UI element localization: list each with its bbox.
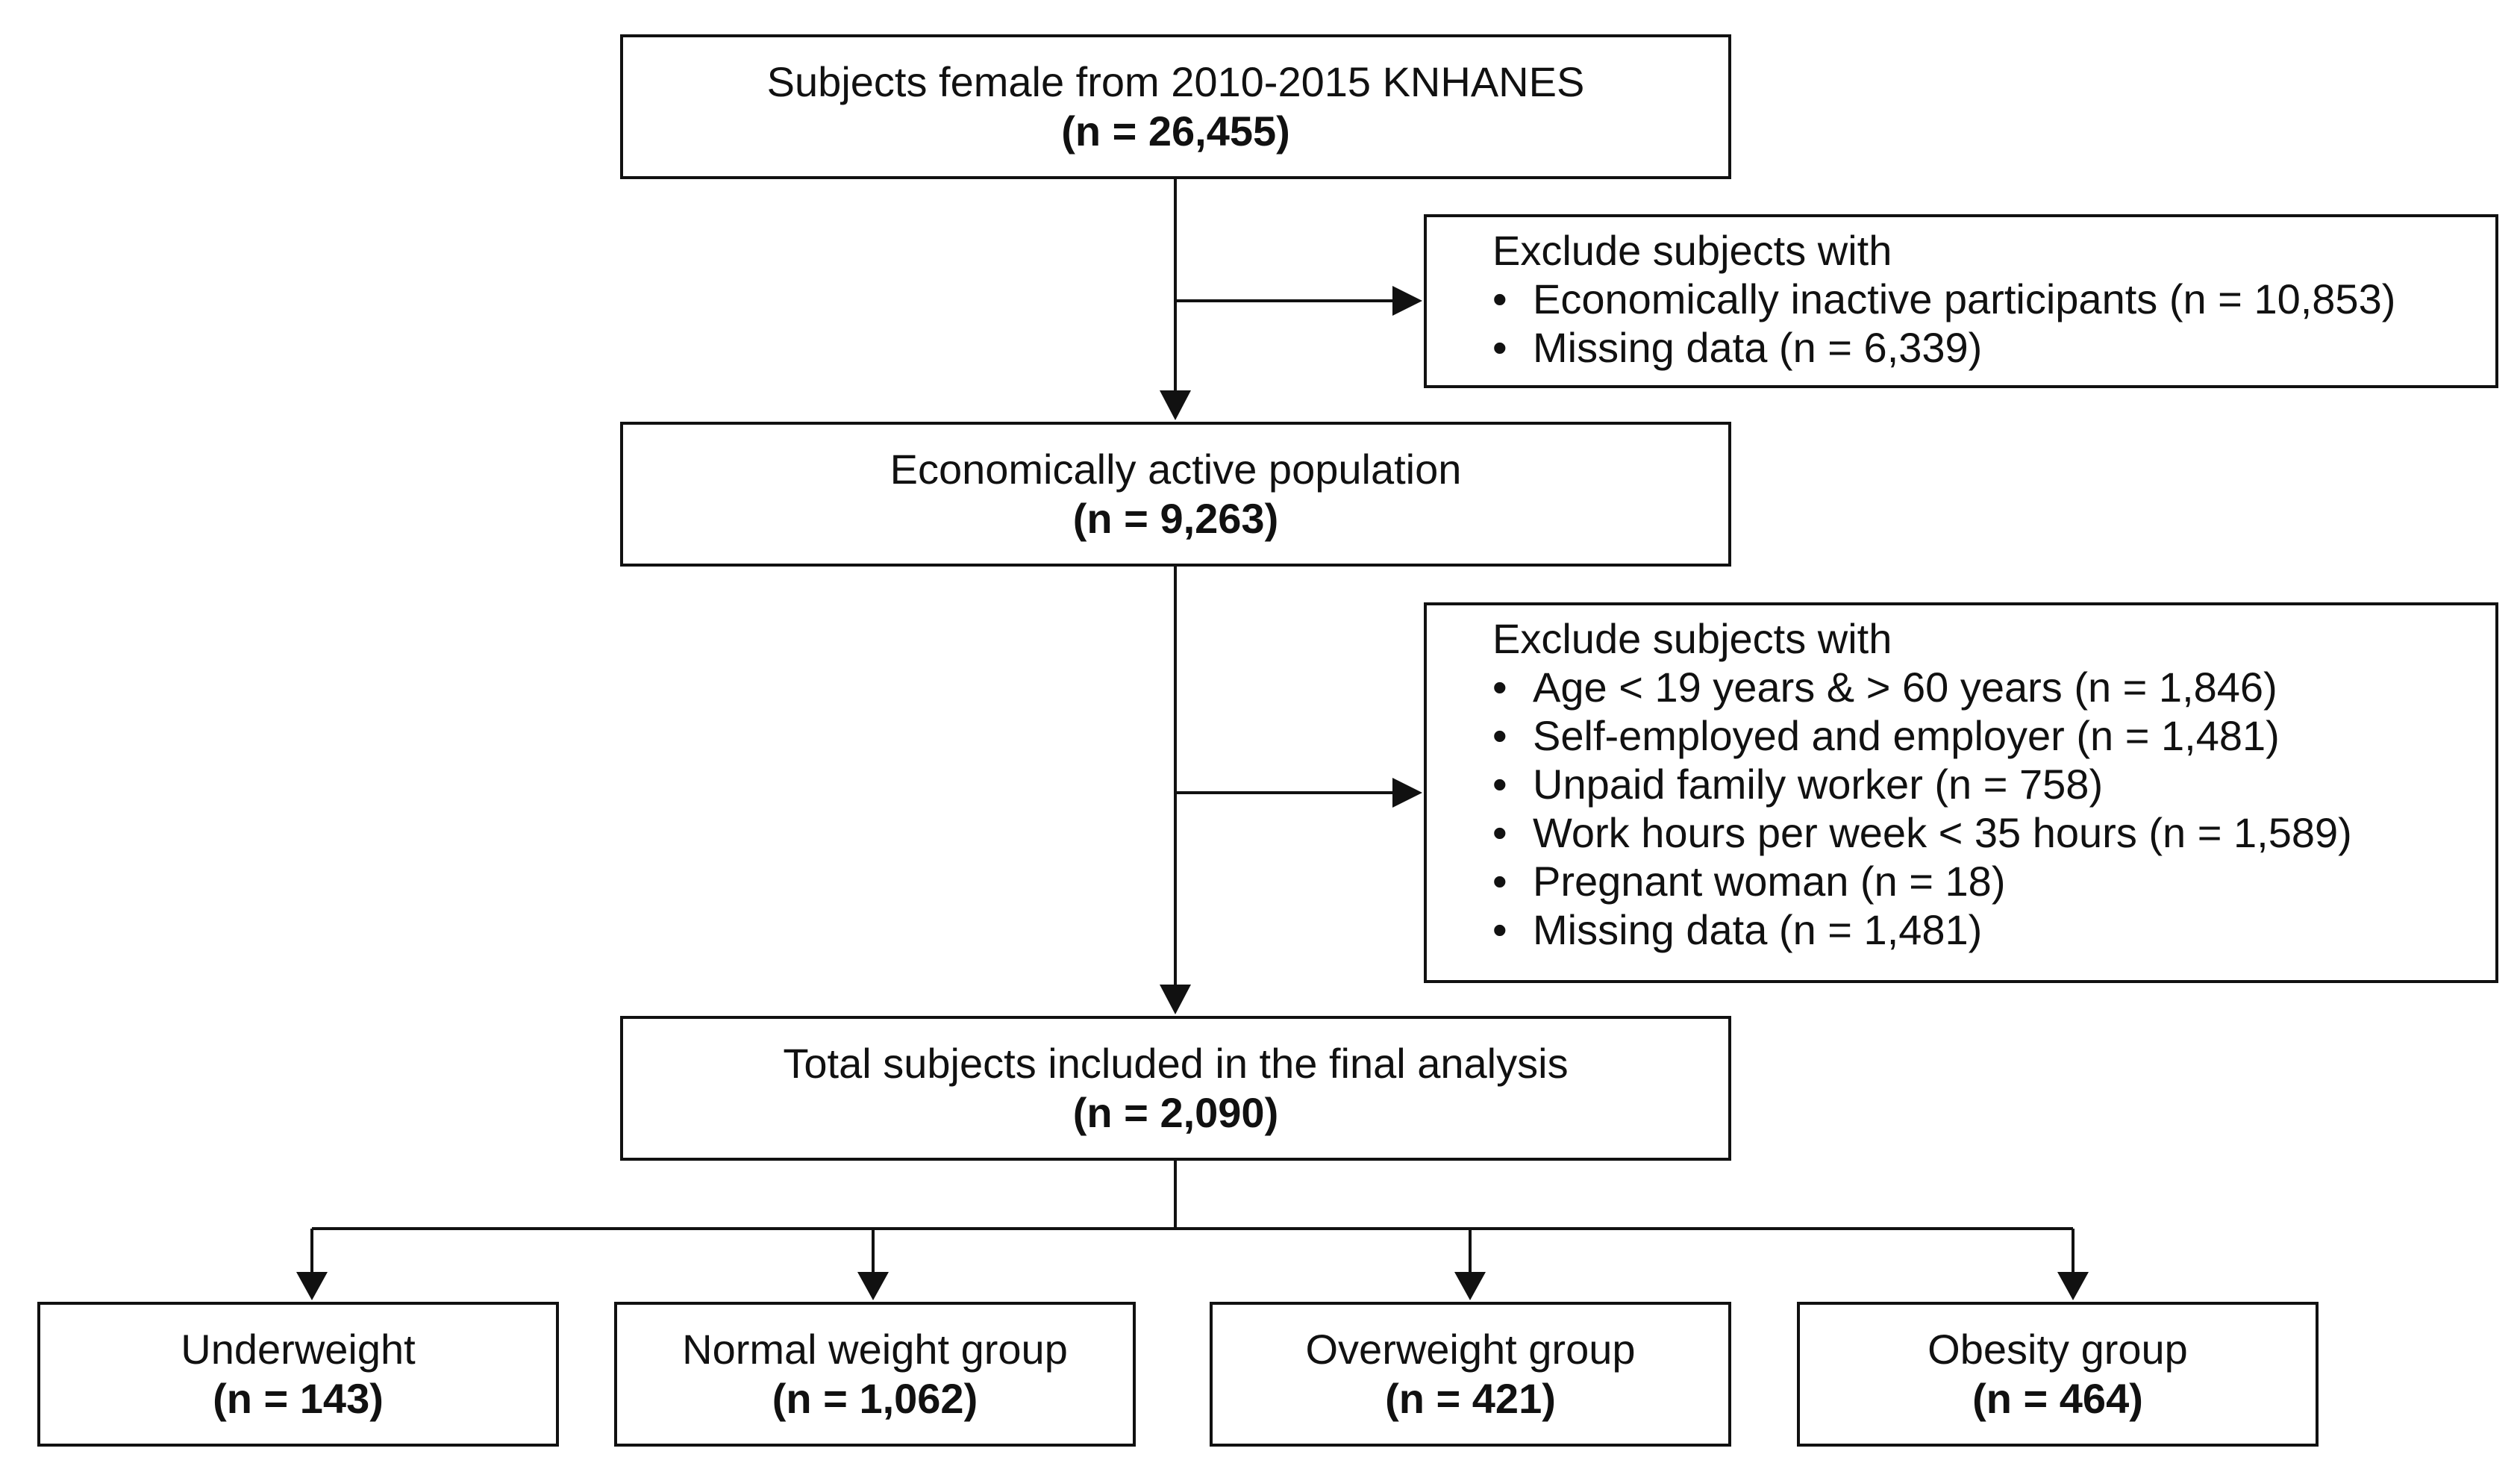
exclusion-first-heading: Exclude subjects with bbox=[1492, 227, 1892, 274]
start-population-box bbox=[620, 34, 1731, 179]
active-population-count: (n = 9,263) bbox=[1072, 495, 1279, 542]
exclusion-second-item-text: Self-employed and employer (n = 1,481) bbox=[1533, 712, 2280, 759]
exclusion-second-item bbox=[1492, 711, 2495, 760]
exclusion-second-item-text: Missing data (n = 1,481) bbox=[1533, 906, 1983, 953]
arrowhead-to-exclusion-two bbox=[1392, 778, 1422, 808]
exclusion-second-item bbox=[1492, 663, 2495, 711]
active-population-box bbox=[620, 422, 1731, 567]
exclusion-first-item bbox=[1492, 275, 2495, 323]
bullet-marker: • bbox=[1492, 858, 1507, 905]
group-label: Overweight group bbox=[1305, 1326, 1636, 1373]
bullet-marker: • bbox=[1492, 761, 1507, 808]
arrowhead-to-obesity bbox=[2057, 1272, 2089, 1300]
exclusion-first-item bbox=[1492, 323, 2495, 372]
group-box-overweight bbox=[1210, 1302, 1731, 1447]
exclusion-box-second bbox=[1424, 602, 2498, 983]
bullet-marker: • bbox=[1492, 906, 1507, 953]
bullet-marker: • bbox=[1492, 809, 1507, 856]
exclusion-second-item-text: Work hours per week < 35 hours (n = 1,589) bbox=[1533, 809, 2352, 856]
group-count: (n = 143) bbox=[213, 1375, 384, 1422]
exclusion-second-item-text: Pregnant woman (n = 18) bbox=[1533, 858, 2006, 905]
exclusion-second-item-text: Unpaid family worker (n = 758) bbox=[1533, 761, 2104, 808]
exclusion-second-item bbox=[1492, 905, 2495, 954]
group-box-underweight bbox=[37, 1302, 559, 1447]
exclusion-first-item-text: Missing data (n = 6,339) bbox=[1533, 324, 1983, 371]
arrowhead-to-active bbox=[1160, 390, 1191, 420]
start-population-label: Subjects female from 2010-2015 KNHANES bbox=[766, 58, 1585, 105]
arrowhead-to-final bbox=[1160, 985, 1191, 1014]
final-analysis-count: (n = 2,090) bbox=[1072, 1089, 1279, 1136]
exclusion-second-item bbox=[1492, 857, 2495, 905]
group-label: Underweight bbox=[181, 1326, 416, 1373]
arrowhead-to-overweight bbox=[1454, 1272, 1486, 1300]
active-population-label: Economically active population bbox=[889, 446, 1462, 493]
bullet-marker: • bbox=[1492, 712, 1507, 759]
arrowhead-to-underweight bbox=[296, 1272, 328, 1300]
exclusion-first-item-text: Economically inactive participants (n = 10,853) bbox=[1533, 275, 2396, 322]
group-count: (n = 1,062) bbox=[772, 1375, 978, 1422]
final-analysis-box bbox=[620, 1016, 1731, 1161]
exclusion-second-item bbox=[1492, 808, 2495, 857]
arrowhead-to-exclusion-one bbox=[1392, 286, 1422, 316]
bullet-marker: • bbox=[1492, 324, 1507, 371]
start-population-count: (n = 26,455) bbox=[1061, 107, 1290, 155]
group-label: Normal weight group bbox=[682, 1326, 1068, 1373]
bullet-marker: • bbox=[1492, 275, 1507, 322]
group-count: (n = 421) bbox=[1385, 1375, 1556, 1422]
arrowhead-to-normal bbox=[857, 1272, 889, 1300]
group-box-obesity bbox=[1797, 1302, 2319, 1447]
group-count: (n = 464) bbox=[1972, 1375, 2143, 1422]
exclusion-second-heading: Exclude subjects with bbox=[1492, 615, 1892, 662]
group-label: Obesity group bbox=[1927, 1326, 2188, 1373]
group-box-normal-weight bbox=[614, 1302, 1136, 1447]
exclusion-second-item-text: Age < 19 years & > 60 years (n = 1,846) bbox=[1533, 664, 2277, 711]
exclusion-box-first bbox=[1424, 214, 2498, 388]
final-analysis-label: Total subjects included in the final analysis bbox=[783, 1040, 1569, 1087]
exclusion-second-item bbox=[1492, 760, 2495, 808]
bullet-marker: • bbox=[1492, 664, 1507, 711]
